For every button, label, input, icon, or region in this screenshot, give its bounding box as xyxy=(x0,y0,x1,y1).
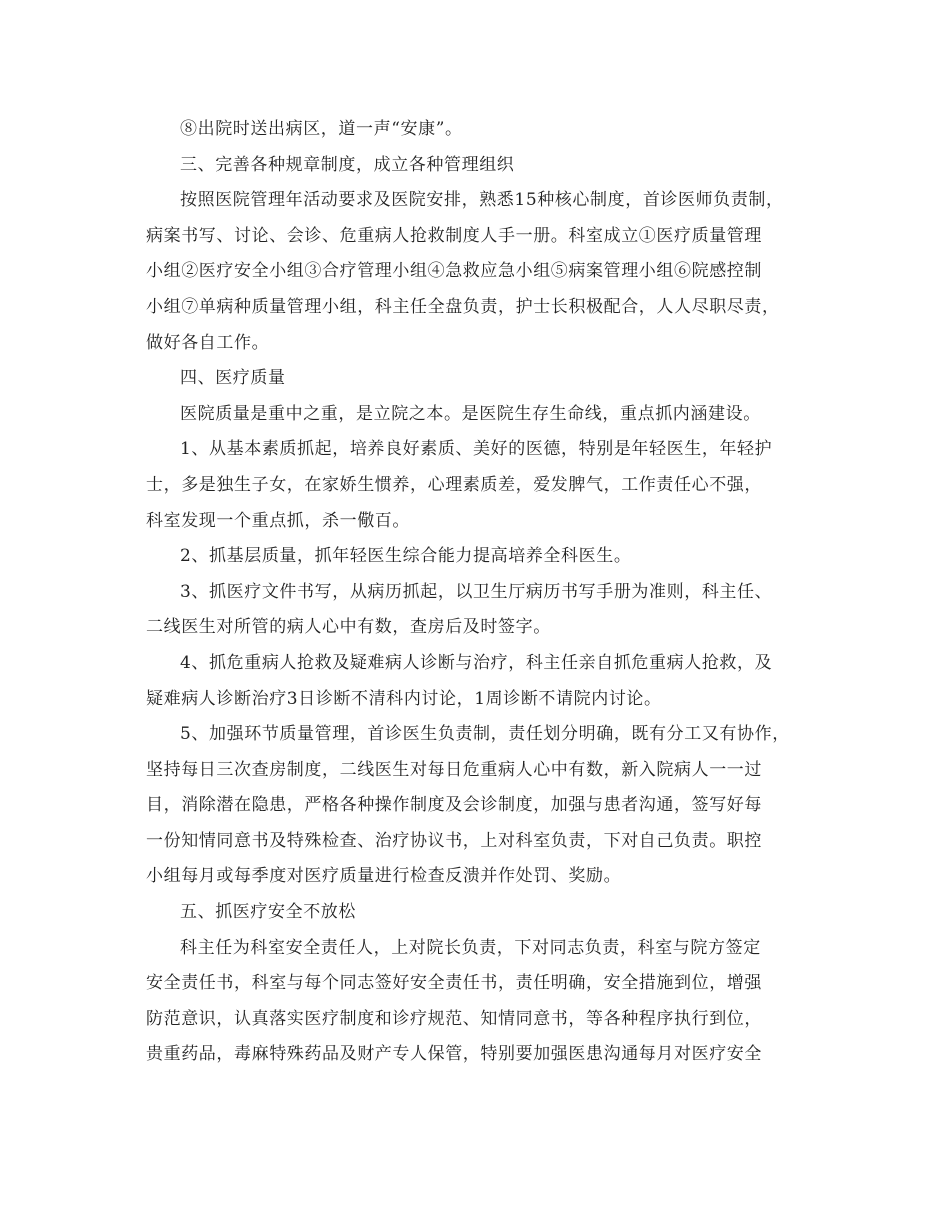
paragraph-line: 疑难病人诊断治疗3日诊断不清科内讨论，1周诊断不请院内讨论。 xyxy=(146,688,662,709)
paragraph-line: 5、加强环节质量管理，首诊医生负责制，责任划分明确，既有分工又有协作， xyxy=(180,724,790,745)
paragraph-line: 目，消除潜在隐患，严格各种操作制度及会诊制度，加强与患者沟通，签写好每 xyxy=(146,795,762,816)
document-body xyxy=(146,112,816,1073)
paragraph-line: 做好各自工作。 xyxy=(146,332,270,353)
paragraph-line: 1、从基本素质抓起，培养良好素质、美好的医德，特别是年轻医生，年轻护 xyxy=(180,439,773,460)
paragraph-line: 科主任为科室安全责任人，上对院长负责，下对同志负责，科室与院方签定 xyxy=(180,937,761,958)
paragraph-line: ⑧出院时送出病区，道一声“安康”。 xyxy=(180,119,463,139)
paragraph-line: 防范意识，认真落实医疗制度和诊疗规范、知情同意书，等各种程序执行到位， xyxy=(146,1008,762,1029)
paragraph-line: 小组⑦单病种质量管理小组，科主任全盘负责，护士长积极配合，人人尽职尽责， xyxy=(146,296,780,317)
paragraph-line: 一份知情同意书及特殊检查、治疗协议书，上对科室负责，下对自己负责。职控 xyxy=(146,830,762,851)
paragraph-line: 士，多是独生子女，在家娇生惯养，心理素质差，爱发脾气，工作责任心不强， xyxy=(146,474,762,495)
section-heading: 四、医疗质量 xyxy=(180,368,286,389)
paragraph-line: 3、抓医疗文件书写，从病历抓起，以卫生厅病历书写手册为准则，科主任、 xyxy=(180,581,773,602)
paragraph-line: 小组每月或每季度对医疗质量进行检查反溃并作处罚、奖励。 xyxy=(146,866,622,887)
section-heading: 五、抓医疗安全不放松 xyxy=(180,902,356,923)
paragraph-line: 4、抓危重病人抢救及疑难病人诊断与治疗，科主任亲自抓危重病人抢救，及 xyxy=(180,652,773,673)
paragraph-line: 二线医生对所管的病人心中有数，查房后及时签字。 xyxy=(146,617,551,638)
paragraph-line: 科室发现一个重点抓，杀一儆百。 xyxy=(146,510,410,531)
paragraph-line: 按照医院管理年活动要求及医院安排，熟悉15种核心制度，首诊医师负责制， xyxy=(180,190,784,211)
paragraph-line: 病案书写、讨论、会诊、危重病人抢救制度人手一册。科室成立①医疗质量管理 xyxy=(146,225,762,246)
paragraph-line: 医院质量是重中之重，是立院之本。是医院生存生命线，重点抓内涵建设。 xyxy=(180,403,761,424)
paragraph-line: 2、抓基层质量，抓年轻医生综合能力提高培养全科医生。 xyxy=(180,546,632,567)
paragraph-line: 安全责任书，科室与每个同志签好安全责任书，责任明确，安全措施到位，增强 xyxy=(146,973,762,994)
paragraph-line: 坚持每日三次查房制度，二线医生对每日危重病人心中有数，新入院病人一一过 xyxy=(146,759,762,780)
section-heading: 三、完善各种规章制度，成立各种管理组织 xyxy=(180,154,515,175)
paragraph-line: 小组②医疗安全小组③合疗管理小组④急救应急小组⑤病案管理小组⑥院感控制 xyxy=(146,261,762,282)
paragraph-line: 贵重药品，毒麻特殊药品及财产专人保管，特别要加强医患沟通每月对医疗安全 xyxy=(146,1044,762,1065)
